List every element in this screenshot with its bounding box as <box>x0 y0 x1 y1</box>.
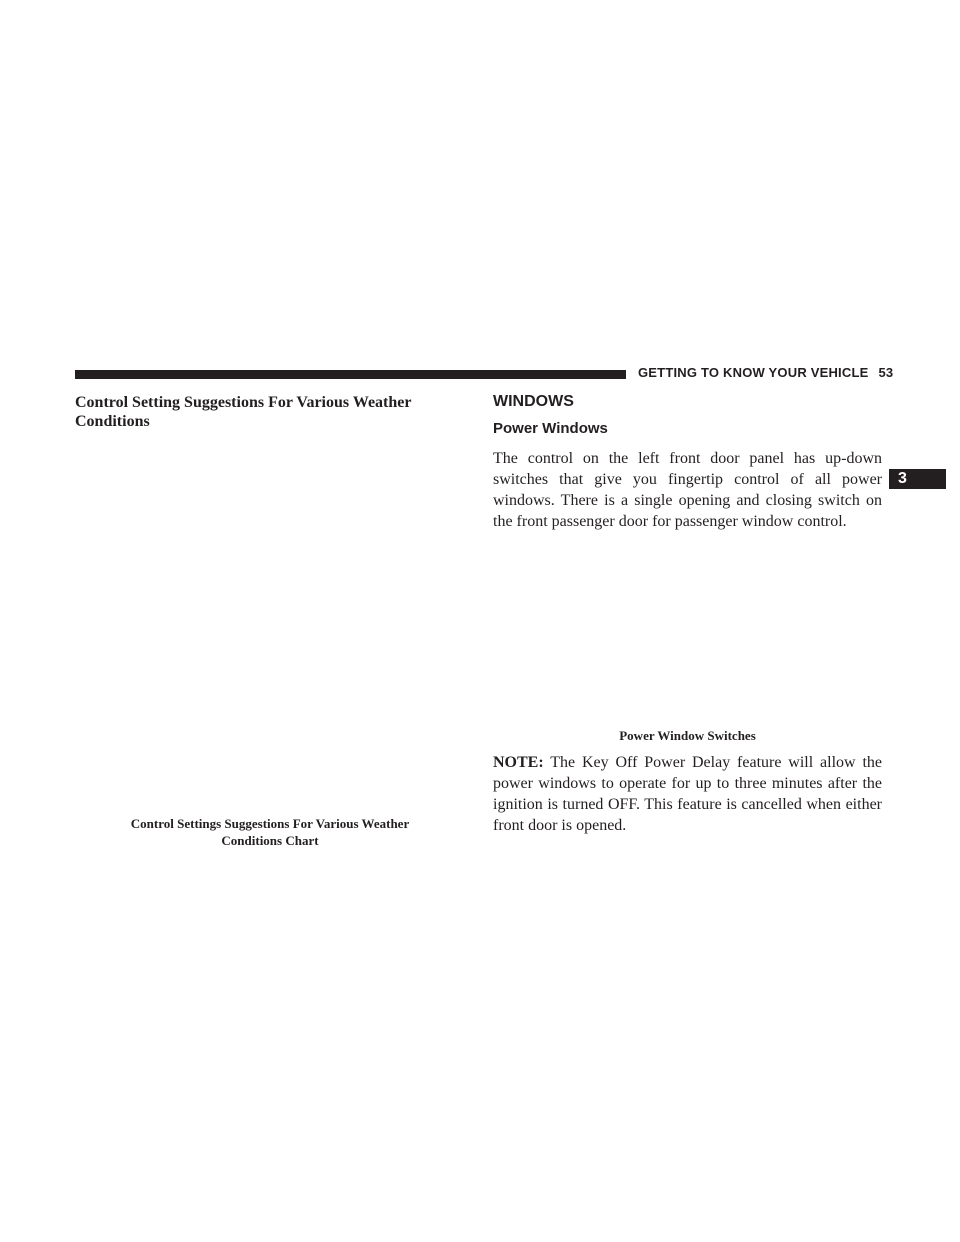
header-rule <box>75 370 626 379</box>
note-text: The Key Off Power Delay feature will allow the power windows to operate for up to three minutes after the ignition is turned OFF. This feature is cancelled when either front door is opened. <box>493 754 882 834</box>
chapter-tab: 3 <box>889 469 946 489</box>
note-label: NOTE: <box>493 754 544 771</box>
weather-settings-chart-caption: Control Settings Suggestions For Various Weather Conditions Chart <box>130 816 410 848</box>
page-number: 53 <box>878 365 894 380</box>
running-header <box>638 365 894 380</box>
note-paragraph <box>493 752 882 836</box>
power-window-switches-image <box>493 560 882 725</box>
subsection-title-power-windows: Power Windows <box>493 420 608 437</box>
section-title-windows: WINDOWS <box>493 393 574 410</box>
header-section-title: GETTING TO KNOW YOUR VEHICLE <box>638 365 869 380</box>
weather-settings-heading: Control Setting Suggestions For Various Weather Conditions <box>75 394 412 430</box>
power-window-switches-caption: Power Window Switches <box>619 728 756 743</box>
weather-settings-chart-image <box>75 440 460 805</box>
power-windows-paragraph: The control on the left front door panel has up-down switches that give you fingertip control of all power windows. There is a single opening and closing switch on the front passenger door for passenger window control. <box>493 450 882 530</box>
